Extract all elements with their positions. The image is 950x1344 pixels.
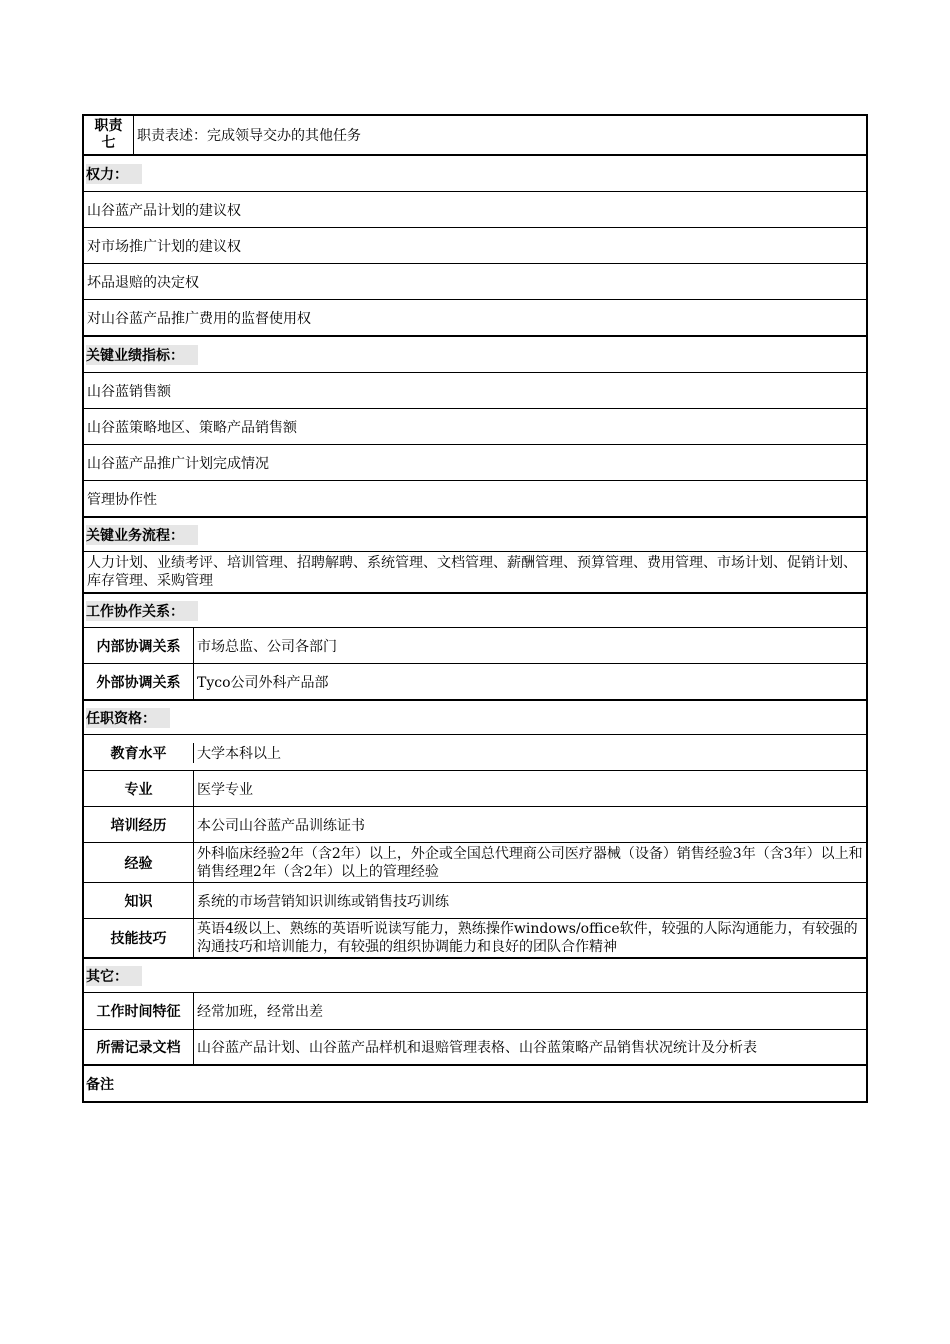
records-value: 山谷蓝产品计划、山谷蓝产品样机和退赔管理表格、山谷蓝策略产品销售状况统计及分析表 [197, 1040, 757, 1056]
education-value: 大学本科以上 [197, 745, 281, 762]
relations-heading: 工作协作关系： [86, 601, 198, 621]
section-qualification [84, 701, 866, 735]
experience-value: 外科临床经验2年（含2年）以上，外企或全国总代理商公司医疗器械（设备）销售经验3年（含3年）以上和销售经理2年（含2年）以上的管理经验 [197, 845, 863, 880]
duty-row [84, 116, 866, 156]
worktime-value: 经常加班，经常出差 [197, 1004, 323, 1020]
duty-text: 职责表述：完成领导交办的其他任务 [137, 128, 361, 144]
external-relation-value: Tyco公司外科产品部 [197, 674, 329, 691]
list-item [84, 409, 866, 445]
list-item [84, 228, 866, 264]
kpi-heading: 关键业绩指标： [86, 345, 198, 365]
job-description-table [82, 114, 868, 1103]
qualification-row-knowledge [84, 883, 866, 919]
process-row [84, 552, 866, 594]
section-power [84, 156, 866, 192]
process-heading: 关键业务流程： [86, 525, 198, 545]
section-kpi [84, 337, 866, 373]
power-item-4: 对山谷蓝产品推广费用的监督使用权 [87, 310, 311, 327]
skills-label: 技能技巧 [84, 919, 194, 957]
power-item-2: 对市场推广计划的建议权 [87, 238, 241, 255]
list-item [84, 264, 866, 300]
external-relation-label: 外部协调关系 [84, 664, 194, 699]
internal-relation-row [84, 628, 866, 664]
experience-label: 经验 [84, 843, 194, 882]
remark-label: 备注 [86, 1076, 114, 1093]
power-item-1: 山谷蓝产品计划的建议权 [87, 202, 241, 219]
section-process [84, 518, 866, 552]
list-item [84, 445, 866, 481]
duty-label: 职责七 [84, 116, 134, 154]
list-item [84, 373, 866, 409]
qualification-row-education [84, 735, 866, 771]
kpi-item-3: 山谷蓝产品推广计划完成情况 [87, 455, 269, 472]
training-value: 本公司山谷蓝产品训练证书 [197, 817, 365, 834]
kpi-item-1: 山谷蓝销售额 [87, 383, 171, 400]
major-value: 医学专业 [197, 781, 253, 798]
remark-row [84, 1066, 866, 1101]
qualification-row-training [84, 807, 866, 843]
list-item [84, 300, 866, 337]
qualification-heading: 任职资格： [86, 708, 170, 728]
education-label: 教育水平 [84, 743, 194, 763]
training-label: 培训经历 [84, 807, 194, 842]
qualification-row-major [84, 771, 866, 807]
knowledge-label: 知识 [84, 883, 194, 918]
section-other [84, 959, 866, 993]
worktime-row [84, 993, 866, 1030]
records-label: 所需记录文档 [84, 1030, 194, 1064]
power-heading: 权力： [86, 164, 142, 184]
records-row [84, 1030, 866, 1066]
knowledge-value: 系统的市场营销知识训练或销售技巧训练 [197, 893, 449, 910]
qualification-row-experience [84, 843, 866, 883]
internal-relation-value: 市场总监、公司各部门 [197, 638, 337, 655]
kpi-item-2: 山谷蓝策略地区、策略产品销售额 [87, 419, 297, 436]
list-item [84, 192, 866, 228]
kpi-item-4: 管理协作性 [87, 491, 157, 508]
external-relation-row [84, 664, 866, 701]
list-item [84, 481, 866, 518]
worktime-label: 工作时间特征 [84, 993, 194, 1029]
section-relations [84, 594, 866, 628]
internal-relation-label: 内部协调关系 [84, 628, 194, 663]
major-label: 专业 [84, 771, 194, 806]
qualification-row-skills [84, 919, 866, 959]
process-text: 人力计划、业绩考评、培训管理、招聘解聘、系统管理、文档管理、薪酬管理、预算管理、费用管理、市场计划、促销计划、库存管理、采购管理 [87, 555, 857, 589]
other-heading: 其它： [86, 966, 142, 986]
power-item-3: 坏品退赔的决定权 [87, 274, 199, 291]
skills-value: 英语4级以上、熟练的英语听说读写能力，熟练操作windows/office软件，较强的人际沟通能力，有较强的沟通技巧和培训能力，有较强的组织协调能力和良好的团队合作精神 [197, 921, 858, 955]
